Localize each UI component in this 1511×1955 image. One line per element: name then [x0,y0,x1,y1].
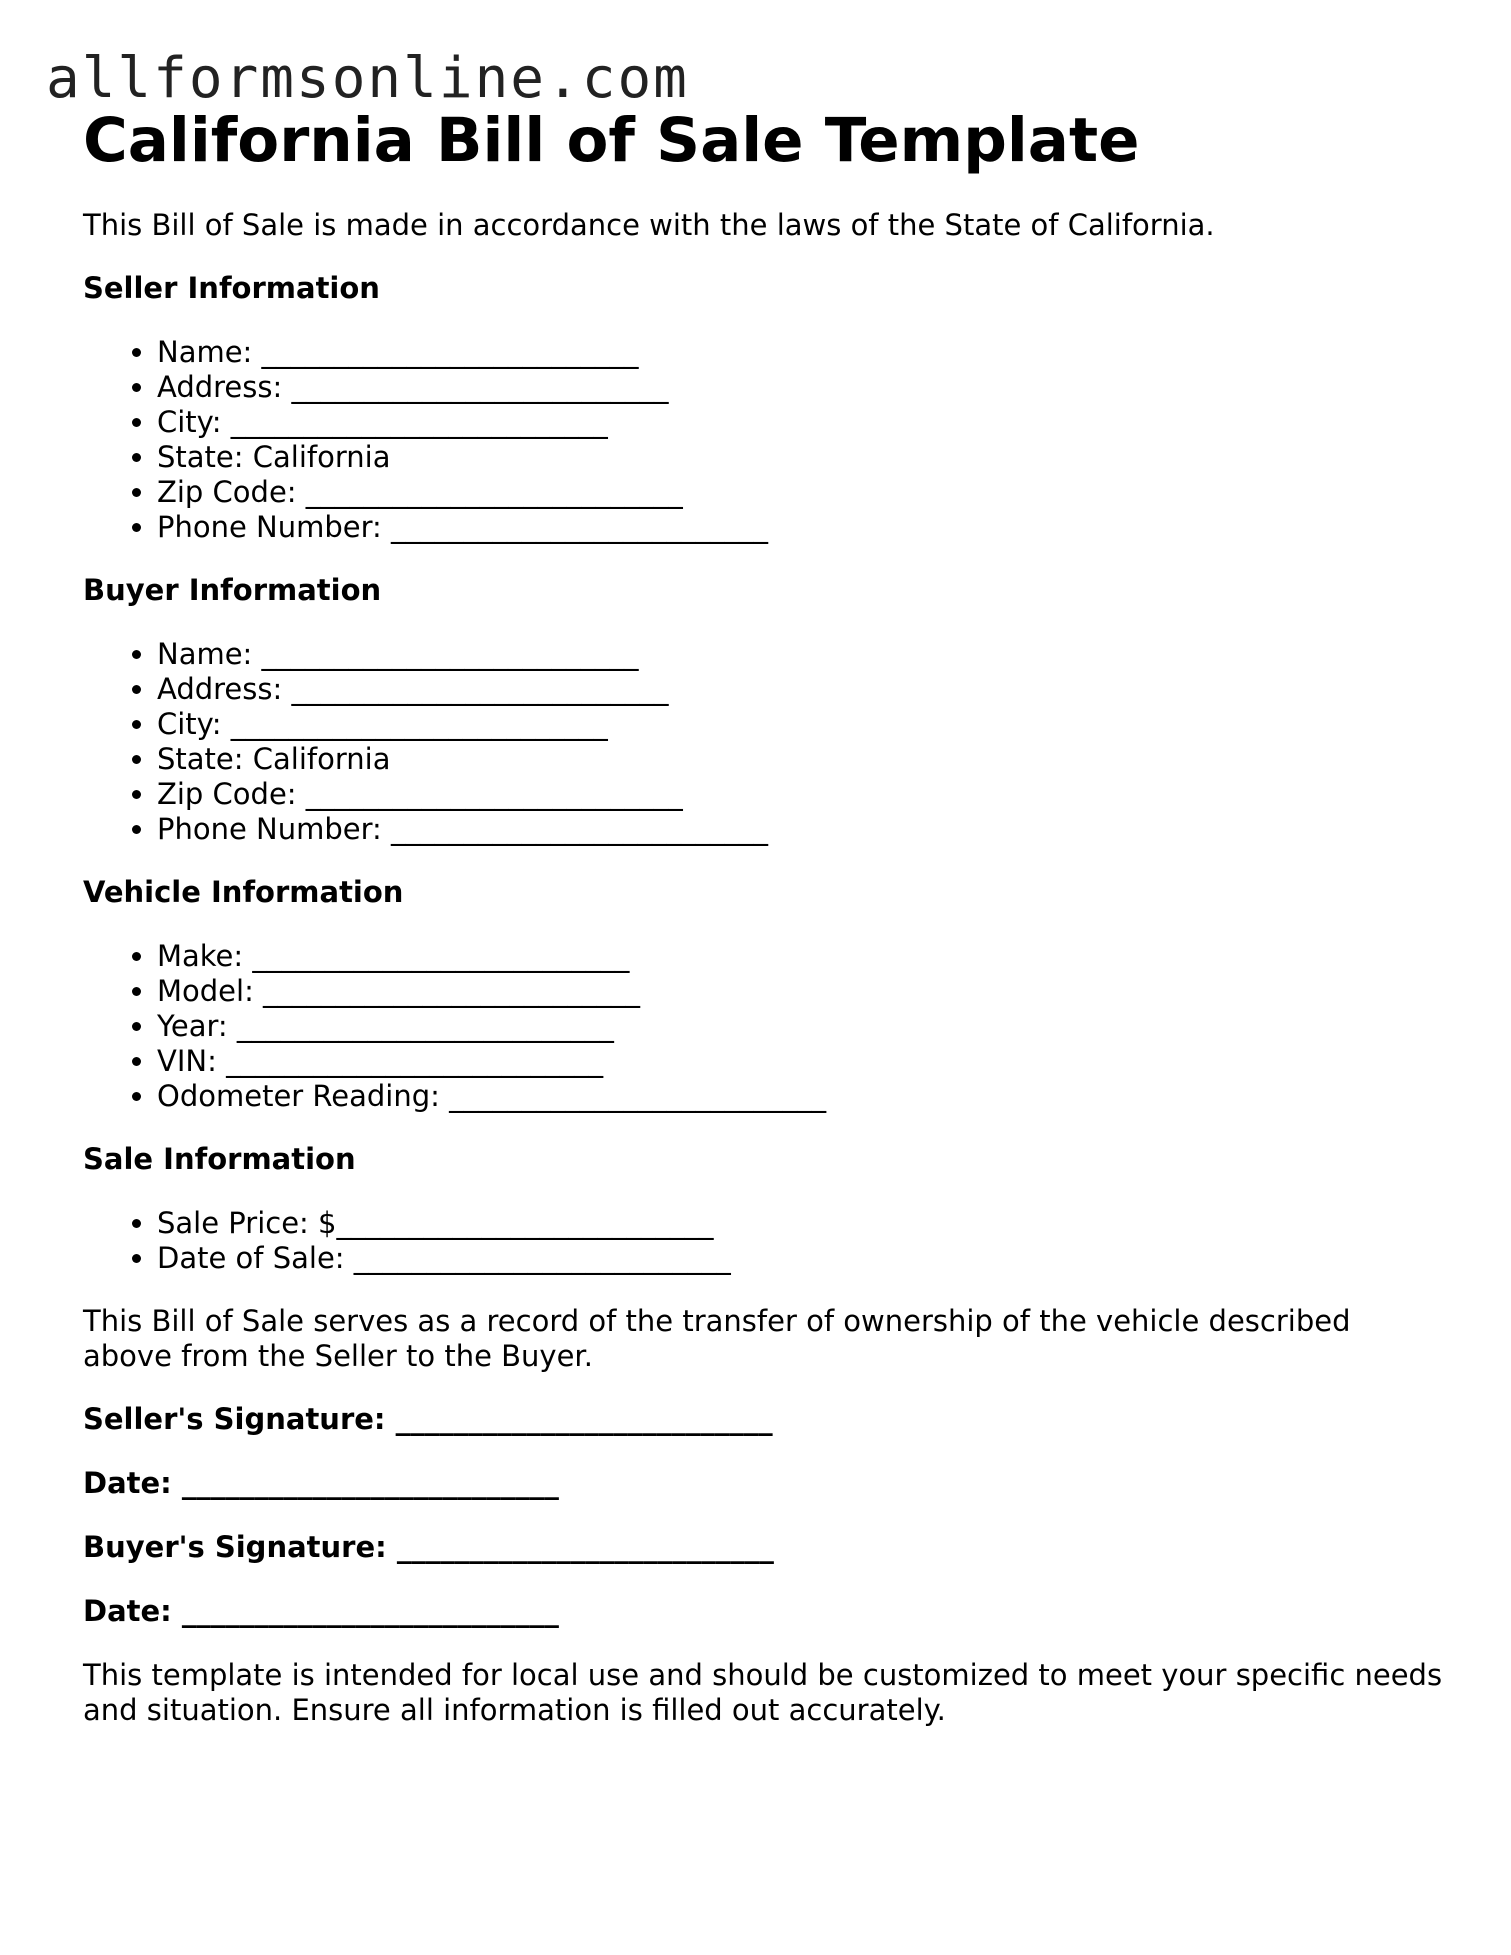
sale-field-list [83,1206,1443,1276]
seller-date-line: Date: __________________________ [83,1466,559,1500]
seller-state-field: • State: California [157,440,1443,475]
watermark: allformsonline.com [46,46,689,111]
buyer-address-field: • Address: __________________________ [157,672,1443,707]
vehicle-year-field: • Year: __________________________ [157,1009,1443,1044]
document-body [83,104,1443,1728]
vehicle-vin-field: • VIN: __________________________ [157,1044,1443,1079]
sale-date-field: • Date of Sale: __________________________ [157,1241,1443,1276]
section-heading: Seller Information [83,271,380,305]
seller-zip-field: • Zip Code: __________________________ [157,475,1443,510]
seller-name-field: • Name: __________________________ [157,335,1443,370]
page-title: California Bill of Sale Template [83,105,1140,176]
buyer-state-field: • State: California [157,742,1443,777]
seller-section [83,271,1443,545]
seller-address-field: • Address: __________________________ [157,370,1443,405]
section-heading: Sale Information [83,1142,356,1176]
sale-price-field: • Sale Price: $__________________________ [157,1206,1443,1241]
buyer-zip-field: • Zip Code: __________________________ [157,777,1443,812]
seller-phone-field: • Phone Number: __________________________ [157,510,1443,545]
seller-field-list [83,335,1443,545]
buyer-name-field: • Name: __________________________ [157,637,1443,672]
buyer-section [83,573,1443,847]
footer-note: This template is intended for local use and should be customized to meet your specific needs and situation. Ensure all information is filled out accurately. [83,1658,1443,1727]
buyer-phone-field: • Phone Number: __________________________ [157,812,1443,847]
vehicle-field-list [83,939,1443,1114]
section-heading: Buyer Information [83,573,382,607]
buyer-date-line: Date: __________________________ [83,1594,559,1628]
buyer-city-field: • City: __________________________ [157,707,1443,742]
buyer-field-list [83,637,1443,847]
vehicle-make-field: • Make: __________________________ [157,939,1443,974]
buyer-signature-line: Buyer's Signature: __________________________ [83,1530,774,1564]
closing-paragraph: This Bill of Sale serves as a record of the transfer of ownership of the vehicle described above from the Seller to the Buyer. [83,1304,1351,1373]
vehicle-model-field: • Model: __________________________ [157,974,1443,1009]
section-heading: Vehicle Information [83,875,404,909]
vehicle-section [83,875,1443,1114]
intro-paragraph: This Bill of Sale is made in accordance with the laws of the State of California. [83,208,1215,242]
seller-signature-line: Seller's Signature: __________________________ [83,1402,773,1436]
vehicle-odometer-field: • Odometer Reading: __________________________ [157,1079,1443,1114]
seller-city-field: • City: __________________________ [157,405,1443,440]
sale-section [83,1142,1443,1276]
